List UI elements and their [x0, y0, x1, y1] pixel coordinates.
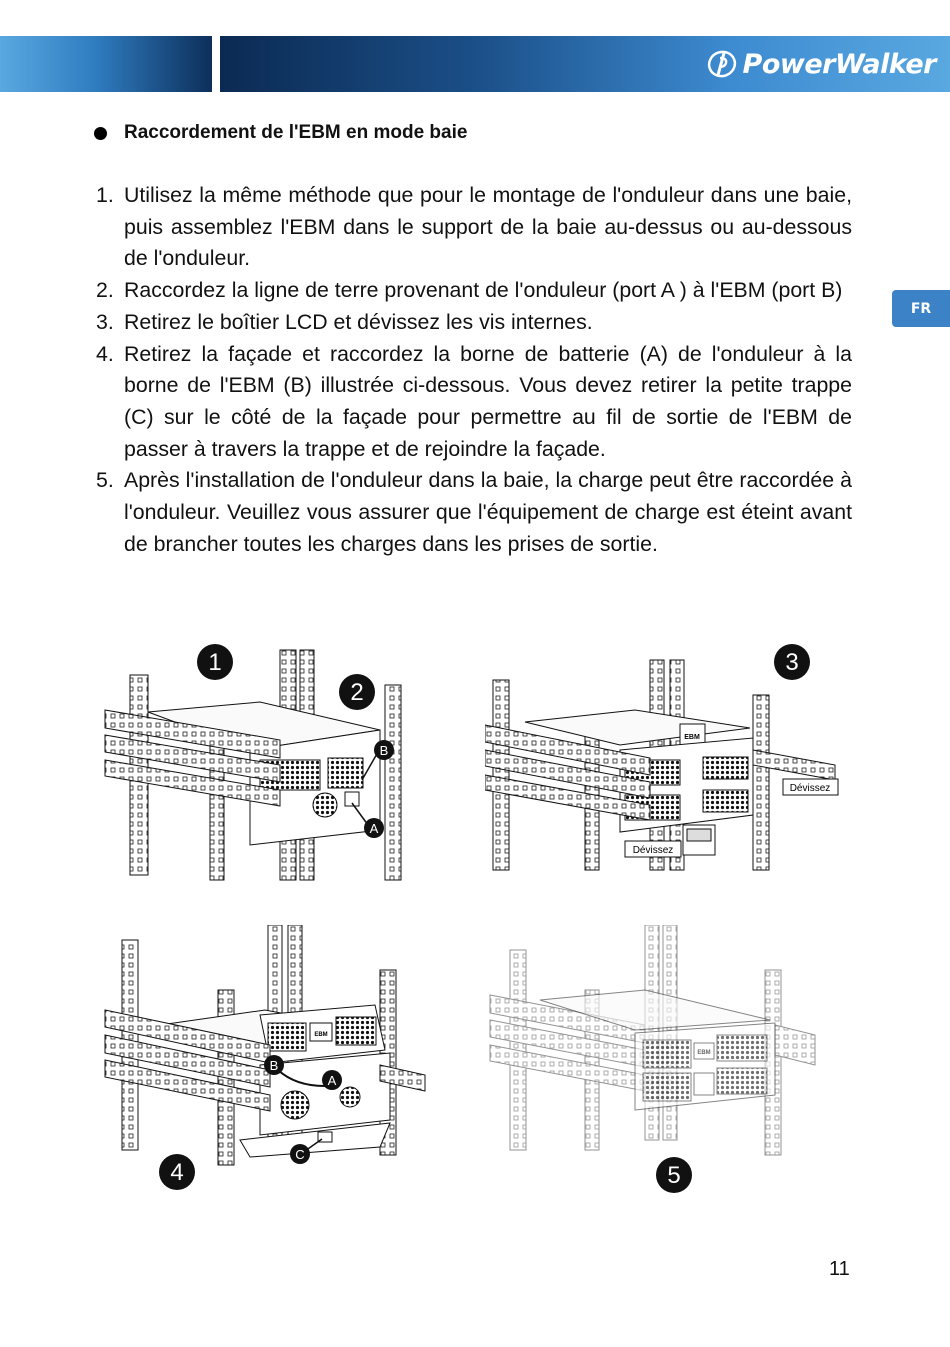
step-number: 1.: [96, 183, 114, 207]
page-number: 11: [829, 1258, 850, 1280]
step-text: Utilisez la même méthode que pour le montage de l'onduleur dans une baie, puis assemblez l'EBM dans le support de la baie au-dessus ou au-dessous de l'onduleur.: [124, 183, 852, 271]
svg-text:5: 5: [667, 1162, 681, 1189]
list-item: [96, 180, 852, 275]
svg-text:B: B: [269, 1058, 279, 1073]
power-logo-icon: [707, 49, 737, 79]
step-text: Raccordez la ligne de terre provenant de l'onduleur (port A ) à l'EBM (port B): [124, 278, 843, 303]
step-text: Retirez la façade et raccordez la borne de batterie (A) de l'onduleur à la borne de l'EBM (B) illustrée ci-dessous. Vous devez retirer la petite trappe (C) sur le côté de la façade pour permettre au fil de sortie de l'EBM de passer à travers la trappe et de rejoindre la façade.: [124, 341, 852, 461]
step-text: Après l'installation de l'onduleur dans la baie, la charge peut être raccordée à l'onduleur. Veuillez vous assurer que l'équipement de charge est éteint avant de brancher toutes les charges dans les prises de sortie.: [124, 468, 852, 556]
section-title-text: Raccordement de l'EBM en mode baie: [124, 122, 468, 143]
list-item: [96, 307, 852, 339]
step-number: 5.: [96, 468, 114, 493]
bullet-icon: [94, 127, 107, 140]
figure-step-4: [100, 925, 430, 1195]
steps-list: [96, 180, 852, 560]
list-item: [96, 465, 852, 560]
step-number: 3.: [96, 309, 114, 334]
header-right-block: [220, 36, 950, 92]
step-text: Retirez le boîtier LCD et dévissez les vis internes.: [124, 309, 593, 334]
section-heading: [94, 122, 467, 144]
svg-text:3: 3: [785, 649, 799, 676]
svg-text:Dévissez: Dévissez: [632, 845, 674, 856]
brand-logo: [707, 44, 936, 84]
svg-text:4: 4: [170, 1159, 184, 1186]
figure-step-3: [485, 640, 840, 880]
step-number: 4.: [96, 341, 114, 366]
svg-text:C: C: [295, 1147, 305, 1162]
svg-text:2: 2: [350, 679, 364, 706]
figure-step-1-2: [100, 640, 430, 890]
brand-name: PowerWalker: [742, 48, 936, 80]
svg-text:B: B: [379, 743, 389, 758]
svg-text:EBM: EBM: [697, 1050, 711, 1056]
list-item: [96, 339, 852, 466]
list-item: [96, 275, 852, 307]
svg-text:EBM: EBM: [684, 734, 700, 741]
svg-text:A: A: [369, 821, 379, 836]
svg-text:Dévissez: Dévissez: [789, 783, 831, 794]
page-header: [0, 36, 950, 92]
step-number: 2.: [96, 278, 114, 303]
svg-text:1: 1: [208, 649, 222, 676]
figure-step-5: [485, 925, 830, 1200]
language-tab[interactable]: FR: [892, 290, 950, 327]
svg-text:A: A: [327, 1073, 337, 1088]
svg-text:EBM: EBM: [314, 1032, 328, 1038]
header-left-block: [0, 36, 212, 92]
